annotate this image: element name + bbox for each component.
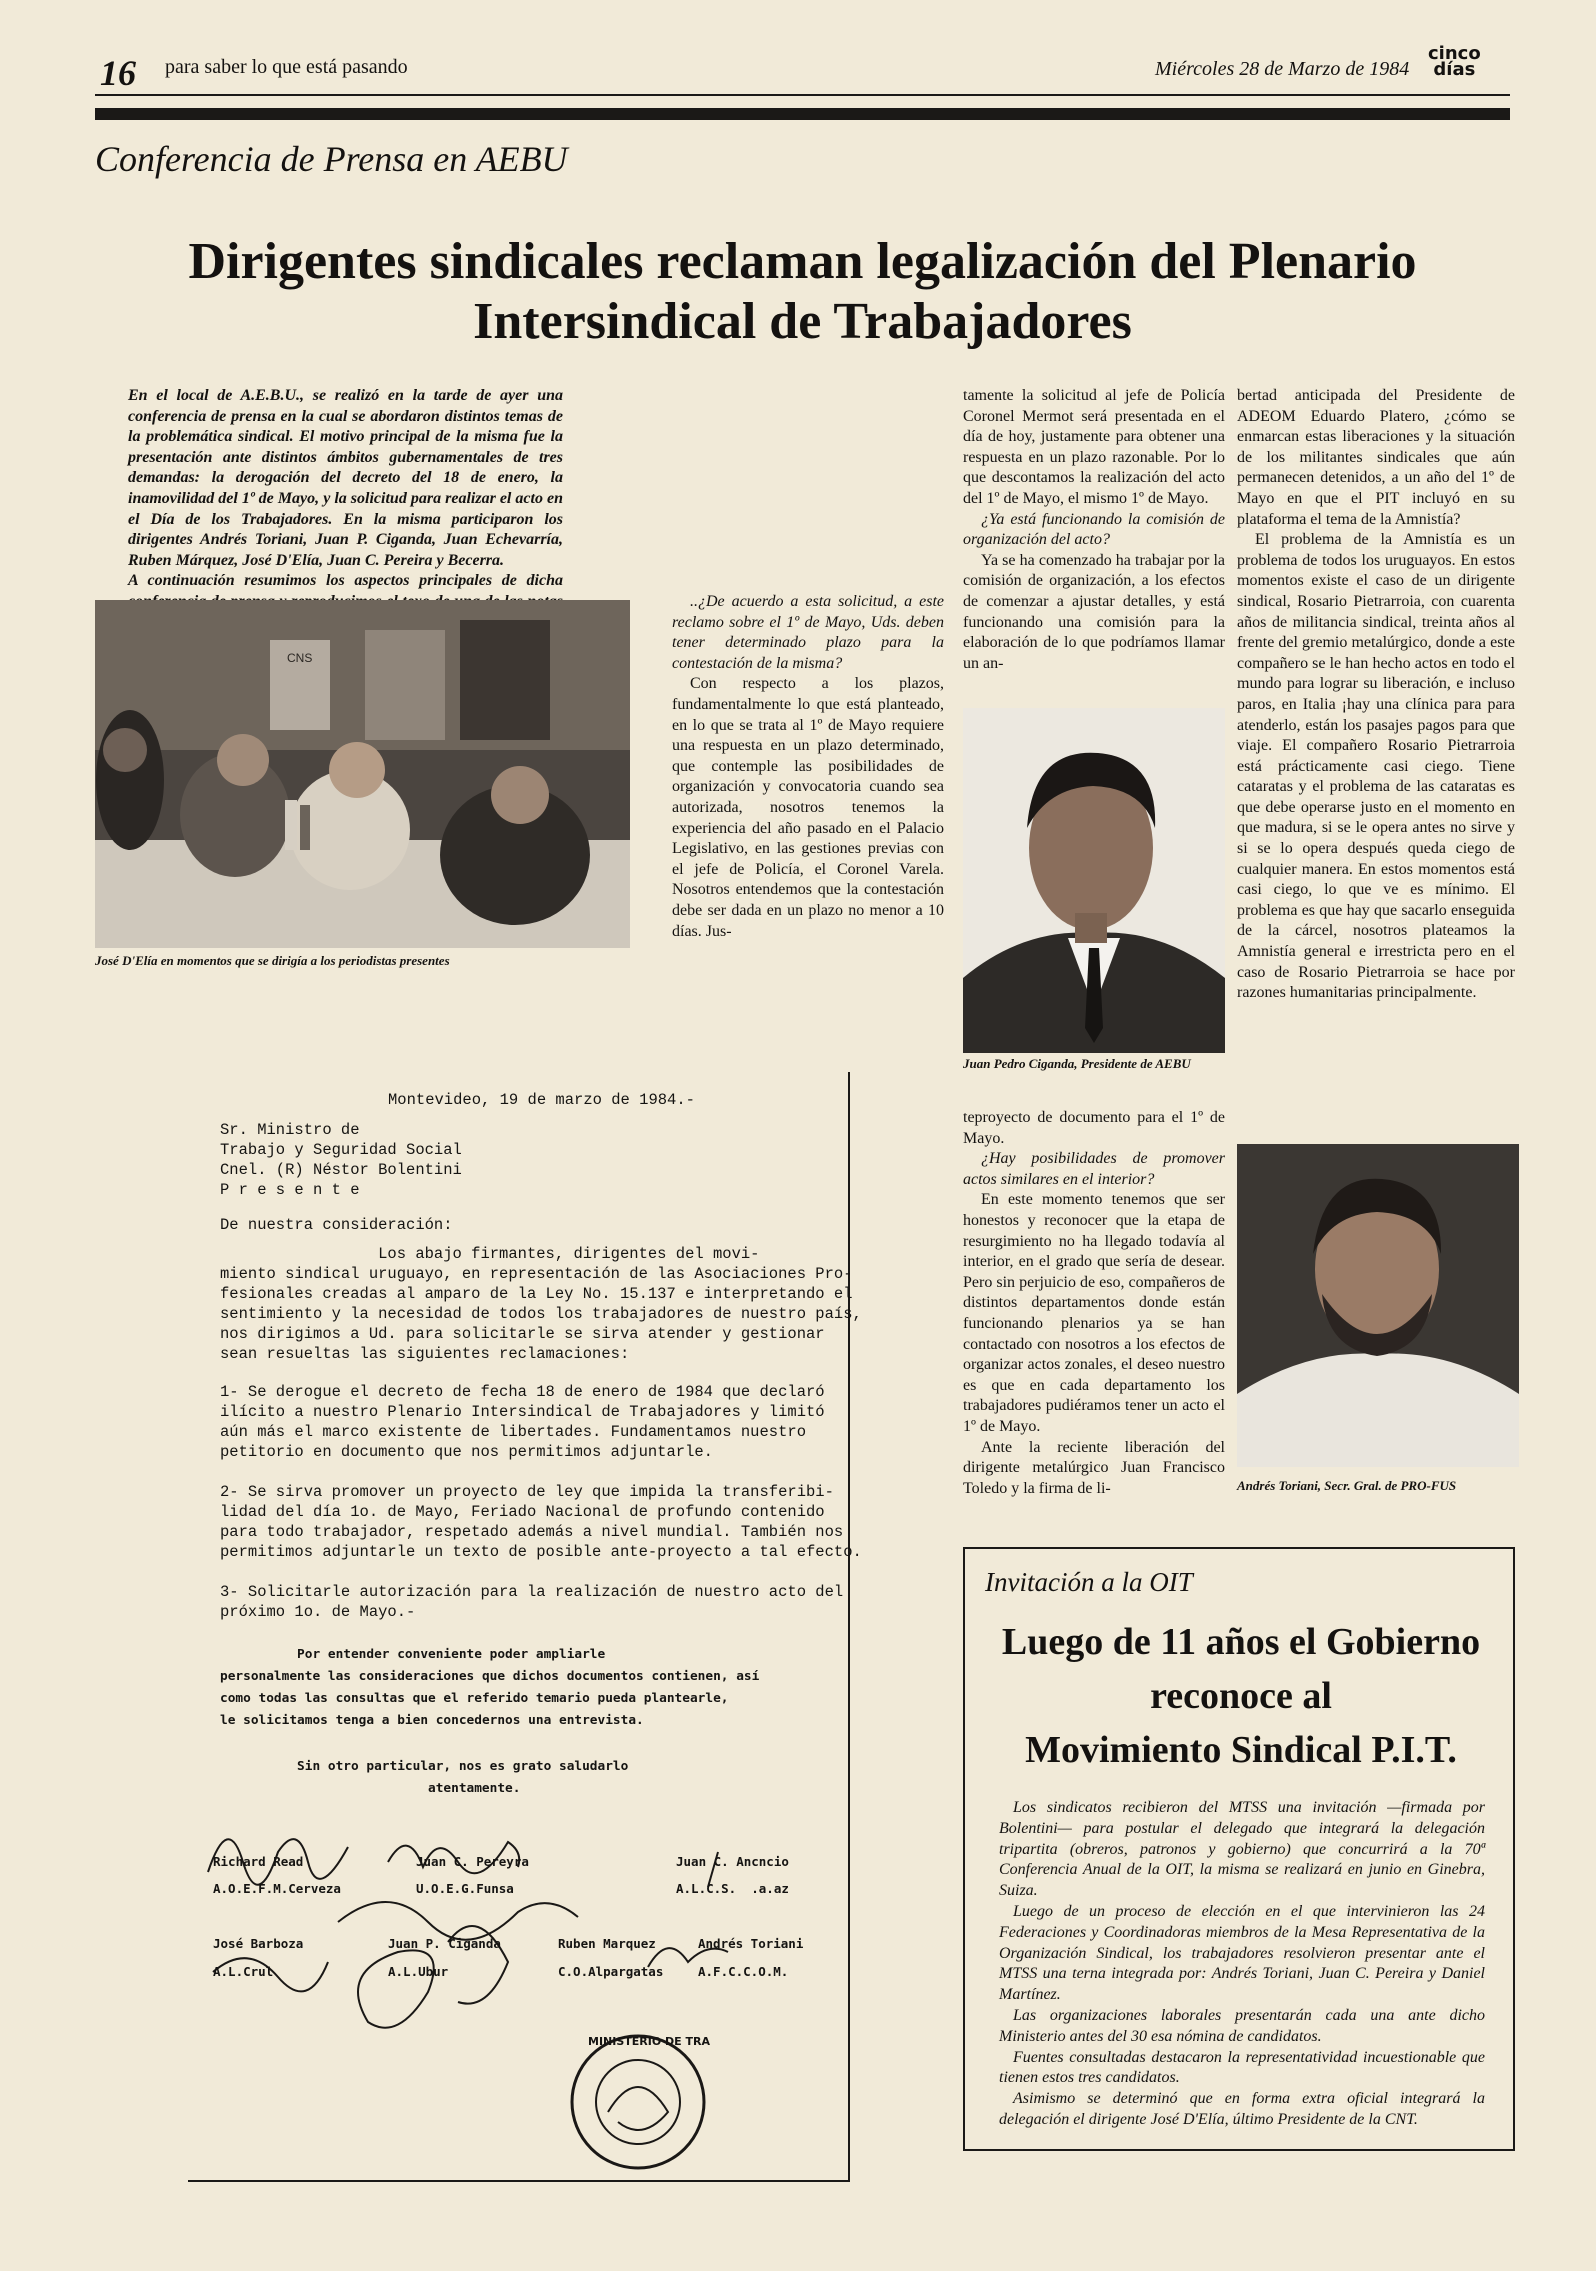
press-conference-photo	[95, 600, 630, 948]
letter-date-line: Montevideo, 19 de marzo de 1984.-	[388, 1091, 695, 1109]
letter-item1-line: 1- Se derogue el decreto de fecha 18 de enero de 1984 que declaró	[220, 1383, 825, 1401]
letter-closing-line: como todas las consultas que el referido temario pueda plantearle,	[220, 1691, 729, 1706]
letter-body-line: nos dirigimos a Ud. para solicitarle se sirva atender y gestionar	[220, 1325, 825, 1343]
header-rule-thin	[95, 94, 1510, 96]
photo3-caption: Andrés Toriani, Secr. Gral. de PRO-FUS	[1237, 1478, 1457, 1493]
letter-farewell-line: atentamente.	[428, 1781, 521, 1796]
signatory-name: Juan C. Ancncio	[676, 1854, 789, 1869]
letter-addressee-line: Trabajo y Seguridad Social	[220, 1141, 462, 1159]
signatory-name: Juan C. Pereyra	[416, 1854, 529, 1869]
letter-body-line: sean resueltas las siguientes reclamaciones:	[220, 1345, 630, 1363]
signatory-name: Juan P. Ciganda	[388, 1936, 501, 1951]
oit-headline-line: reconoce al	[1150, 1675, 1332, 1717]
signatory-org: A.L.Crul	[213, 1964, 274, 1979]
letter-body-line: sentimiento y la necesidad de todos los trabajadores de nuestro país,	[220, 1305, 862, 1323]
oit-body	[999, 1798, 1485, 2131]
lede-paragraph: En el local de A.E.B.U., se realizó en la tarde de ayer una conferencia de prensa en la cual se abordaron distintos temas de la problemática sindical. El motivo principal de la misma fue la presentación ante distintos ámbitos gubernamentales de tres demandas: la derogación del decreto del 18 de enero, la inamovilidad del 1º de Mayo, y la solicitud para realizar el acto en el Día de los Trabajadores. En la misma participaron los dirigentes Andrés Toriani, Juan P. Ciganda, Juan Echevarría, Ruben Márquez, José D'Elía, Juan C. Pereira y Becerra.	[128, 387, 563, 569]
letter-item1-line: aún más el marco existente de libertades. Fundamentamos nuestro	[220, 1423, 806, 1441]
letter-closing-line: le solicitamos tenga a bien concedernos una entrevista.	[220, 1713, 644, 1728]
headline-line-1: Dirigentes sindicales reclaman legalización del Plenario	[188, 233, 1417, 290]
letter-body-line: Los abajo firmantes, dirigentes del movi-	[220, 1245, 760, 1263]
toriani-portrait-image	[1237, 1144, 1519, 1467]
headline-line-2: Intersindical de Trabajadores	[473, 293, 1132, 350]
newspaper-logo	[1428, 43, 1481, 80]
article-kicker: Conferencia de Prensa en AEBU	[95, 139, 568, 179]
logo-bottom: días	[1433, 59, 1476, 80]
signatory-name: José Barboza	[213, 1936, 304, 1951]
article-lede	[128, 386, 563, 633]
signatory-org: A.F.C.C.O.M.	[698, 1964, 789, 1979]
interview-answer: Con respecto a los plazos, fundamentalmente lo que está planteado, en lo que se trata al 1º de Mayo requiere una respuesta en un plazo determinado, que contemple las posibilidades de organización y convocatoria cuando sea autorizada, nosotros tenemos la experiencia del año pasado en el Palacio Legislativo, en las gestiones previas con el jefe de Policía, el Coronel Varela. Nosotros entendemos que la contestación debe ser dada en un plazo no menor a 10 días. Jus-	[672, 675, 944, 940]
letter-body-line: miento sindical uruguayo, en representación de las Asociaciones Pro-	[220, 1265, 853, 1283]
oit-sidebar-box	[963, 1547, 1515, 2151]
press-conference-image	[95, 600, 630, 948]
letter-addressee-line: Sr. Ministro de	[220, 1121, 360, 1139]
interview-question: Ante la reciente liberación del dirigente metalúrgico Juan Francisco Toledo y la firma de li-	[963, 1438, 1225, 1497]
letter-closing-line: personalmente las consideraciones que dichos documentos contienen, así	[220, 1669, 760, 1684]
interview-answer: El problema de la Amnistía es un problema de todos los uruguayos. En estos momentos existe el caso de un dirigente sindical, Rosario Pietrarroia, con cuarenta años de militancia sindical, treinta años al frente del gremio metalúrgico, donde a este compañero se le han hecho actos en todo el mundo para lograr su liberación, e incluso paros, en Italia ¡hay una clínica para para atenderlo, están los pasajes pagos para que viaje. El compañero Rosario Pietrarroia está prácticamente casi ciego. Tiene cataratas y el problema de las cataratas es que debe operarse justo en el momento en que madura, si se le opera antes no sirve y si se lo opera después queda ciego de cualquier manera. En estos momentos está casi ciego, lo que ve es mínimo. El problema es que hay que sacarlo enseguida de la cárcel, nosotros plateamos la Amnistía general e irrestricta pero en el caso de Rosario Pietrarroia se hace por razones humanitarias principalmente.	[1237, 531, 1515, 1002]
oit-paragraph: Los sindicatos recibieron del MTSS una invitación —firmada por Bolentini— para postular el delegado que integrará la delegación tripartita (obreros, patronos y gobierno) que concurrirá a la 70ª Conferencia Anual de la OIT, la misma se realizará en junio en Ginebra, Suiza.	[999, 1799, 1485, 1900]
interview-question: bertad anticipada del Presidente de ADEOM Eduardo Platero, ¿cómo se enmarcan estas liberaciones y la situación de los militantes sindicales que aún permanecen detenidos, a un año del 1º de Mayo en que el PIT incluyó en su plataforma el tema de la Amnistía?	[1237, 387, 1515, 528]
letter-item1-line: petitorio en documento que nos permitimos adjuntarle.	[220, 1443, 713, 1461]
page-number: 16	[100, 53, 136, 93]
letter-closing-line: Por entender conveniente poder ampliarle	[220, 1647, 606, 1662]
interview-answer: tamente la solicitud al jefe de Policía Coronel Mermot será presentada en el día de hoy, justamente para obtener una respuesta en un plazo razonable. Por lo que descontamos la realización del acto del 1º de Mayo, el mismo 1º de Mayo.	[963, 387, 1225, 507]
letter-addressee-line: P r e s e n t e	[220, 1181, 360, 1199]
oit-headline-line: Luego de 11 años el Gobierno	[1001, 1621, 1481, 1663]
interview-question: ..¿De acuerdo a esta solicitud, a este reclamo sobre el 1º de Mayo, Uds. deben tener determinado plazo para la contestación de la misma?	[672, 593, 944, 672]
article-headline	[95, 232, 1510, 352]
article-column-3-bottom	[963, 1108, 1225, 1499]
signatory-org: A.L.Ubur	[388, 1964, 449, 1979]
signatory-name: Andrés Toriani	[698, 1936, 804, 1951]
letter-item2-line: 2- Se sirva promover un proyecto de ley que impida la transferibi-	[220, 1483, 834, 1501]
oit-paragraph: Las organizaciones laborales presentarán cada una ante dicho Ministerio antes del 30 esa nómina de candidatos.	[999, 2006, 1485, 2045]
letter-addressee-line: Cnel. (R) Néstor Bolentini	[220, 1161, 462, 1179]
signatory-org: A.L.C.S. .a.az	[676, 1881, 789, 1896]
ciganda-portrait-photo	[963, 708, 1225, 1053]
letter-item1-line: ilícito a nuestro Plenario Intersindical de Trabajadores y limitó	[220, 1403, 825, 1421]
interview-answer: Ya se ha comenzado ha trabajar por la comisión de organización, a los efectos de comenzar a ajustar detalles, y está funcionando una comisión para la elaboración de lo que podríamos llamar un an-	[963, 551, 1225, 672]
letter-item2-line: permitimos adjuntarle un texto de posible ante-proyecto a tal efecto.	[220, 1543, 862, 1561]
banner-sign-text: CNS	[287, 651, 313, 665]
oit-kicker: Invitación a la OIT	[985, 1567, 1193, 1597]
letter-item2-line: para todo trabajador, respetado además a nivel mundial. También nos	[220, 1523, 844, 1541]
oit-headline	[975, 1615, 1507, 1777]
interview-question: ¿Hay posibilidades de promover actos similares en el interior?	[963, 1150, 1225, 1188]
letter-body-line: fesionales creadas al amparo de la Ley No. 15.137 e interpretando el	[220, 1285, 853, 1303]
oit-headline-line: Movimiento Sindical P.I.T.	[1025, 1729, 1457, 1771]
interview-answer: En este momento tenemos que ser honestos y reconocer que la etapa de resurgimiento no ha llegado todavía al interior, en el grado que sería de desear. Pero sin perjuicio de eso, compañeros de distintos departamentos donde están funcionando plenarios ya se han contactado con nosotros a los efectos de organizar actos zonales, el deseo nuestro es que en cada departamento los trabajadores pudiéramos tener un acto el 1º de Mayo.	[963, 1191, 1225, 1435]
oit-paragraph: Fuentes consultadas destacaron la representatividad incuestionable que tienen estos tres candidatos.	[999, 2048, 1485, 2087]
signatory-name: Ruben Marquez	[558, 1936, 656, 1951]
facsimile-letter	[188, 1072, 862, 2182]
article-column-4	[1237, 386, 1515, 1004]
photo2-caption: Juan Pedro Ciganda, Presidente de AEBU	[963, 1056, 1191, 1071]
article-column-3-top	[963, 386, 1225, 674]
signatory-org: C.O.Alpargatas	[558, 1964, 664, 1979]
signatory-org: A.O.E.F.M.Cerveza	[213, 1881, 341, 1896]
ministry-stamp-text: MINISTERIO DE TRA	[588, 2035, 710, 2048]
toriani-portrait-photo	[1237, 1144, 1519, 1467]
letter-item3-line: próximo 1o. de Mayo.-	[220, 1603, 416, 1621]
letter-item3-line: 3- Solicitarle autorización para la realización de nuestro acto del	[220, 1583, 844, 1601]
logo-top: cinco	[1428, 43, 1481, 64]
interview-question: ¿Ya está funcionando la comisión de organización del acto?	[963, 510, 1225, 549]
header-rule-thick	[95, 108, 1510, 120]
issue-date: Miércoles 28 de Marzo de 1984	[1155, 58, 1410, 80]
article-column-2	[672, 592, 944, 942]
signatory-name: Richard Read	[213, 1854, 304, 1869]
signatory-org: U.O.E.G.Funsa	[416, 1881, 514, 1896]
oit-paragraph: Luego de un proceso de elección en el que intervinieron las 24 Federaciones y Coordinadoras miembros de la Mesa Representativa de la Organización Sindical, los trabajadores resolvieron presentar ante el MTSS una terna integrada por: Andrés Toriani, Juan C. Pereira y Daniel Martínez.	[999, 1902, 1485, 2004]
oit-paragraph: Asimismo se determinó que en forma extra oficial integrará la delegación el dirigente José D'Elía, último Presidente de la CNT.	[999, 2090, 1485, 2128]
signatures-scribbles	[188, 1792, 848, 2172]
letter-farewell-line: Sin otro particular, nos es grato saludarlo	[220, 1759, 629, 1774]
letter-salutation: De nuestra consideración:	[220, 1216, 453, 1234]
lede-paragraph: A continuación resumimos los aspectos principales de dicha	[128, 572, 563, 590]
ciganda-portrait-image	[963, 708, 1225, 1053]
section-name: para saber lo que está pasando	[165, 56, 408, 78]
photo1-caption: José D'Elía en momentos que se dirigía a los periodistas presentes	[95, 953, 450, 968]
letter-item2-line: lidad del día 1o. de Mayo, Feriado Nacional de profundo contenido	[220, 1503, 825, 1521]
interview-answer: teproyecto de documento para el 1º de Mayo.	[963, 1109, 1225, 1147]
